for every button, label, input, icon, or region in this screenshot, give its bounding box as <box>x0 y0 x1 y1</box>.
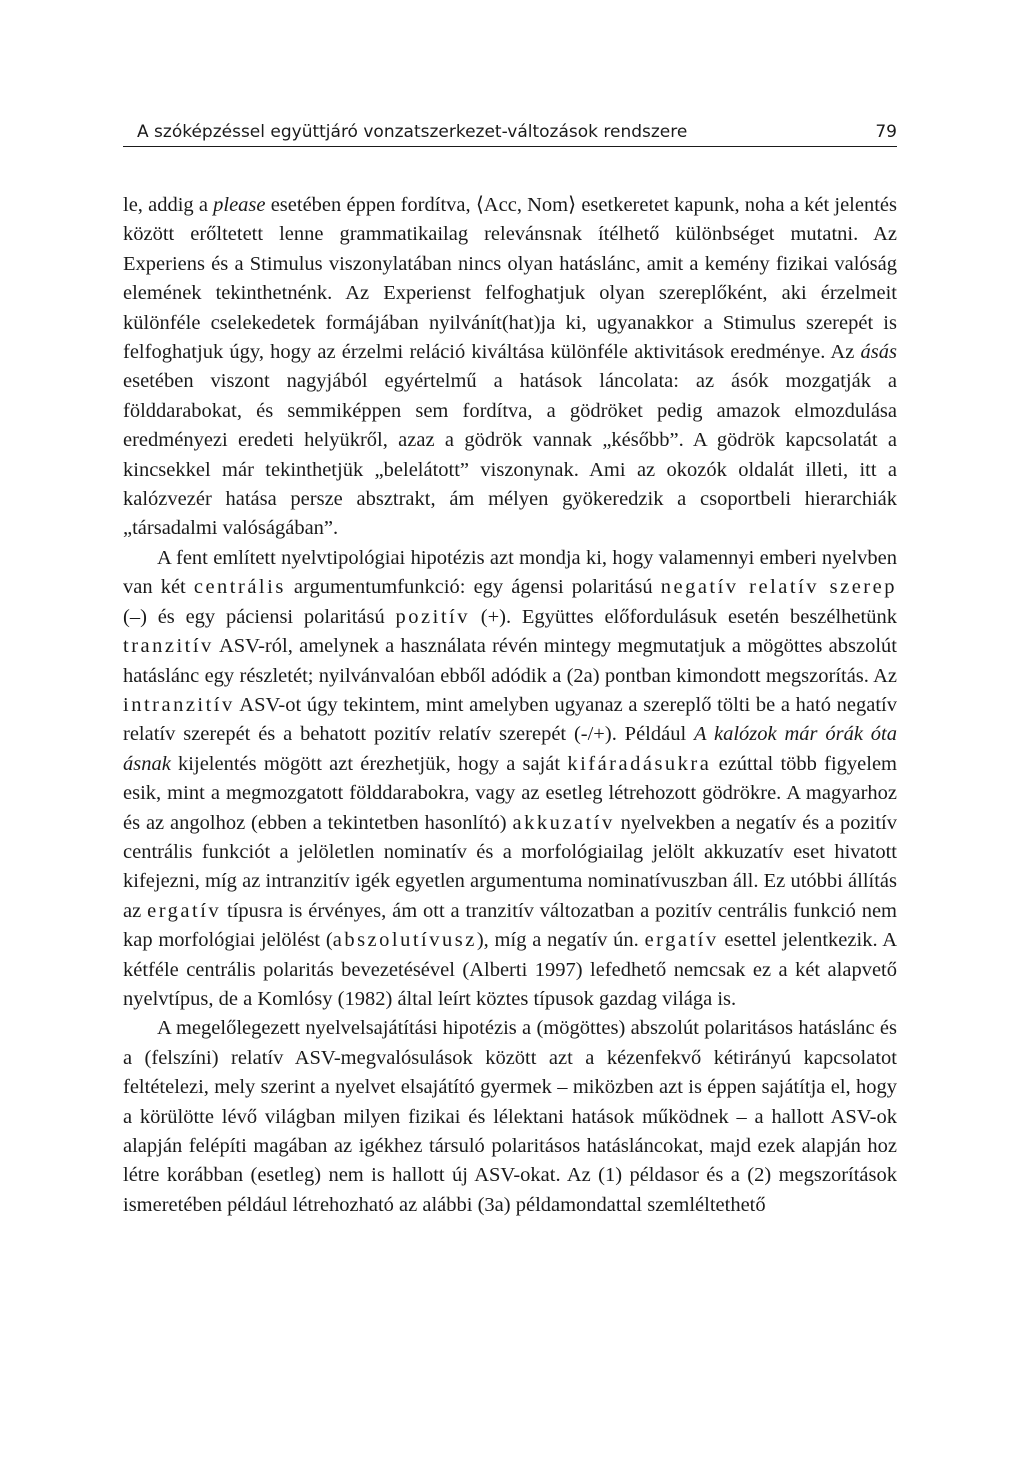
text-run: (–) és egy páciensi polaritású <box>123 605 396 628</box>
spaced-term: pozitív <box>395 605 470 628</box>
spaced-term: negatív relatív szerep <box>660 576 897 599</box>
text-run: ), míg a negatív ún. <box>476 929 645 952</box>
text-run: esettel jelentkezik. A kétféle centrális polaritás bevezetésével (Alberti 1997) lefedhető nemcsak ez a két alapvető nyelvtípus, de a Komlósy (1982) által leírt köztes típusok gazdag világa is. <box>123 929 898 1010</box>
running-title: A szóképzéssel együttjáró vonzatszerkezet-változások rendszere <box>137 122 688 142</box>
page-number: 79 <box>875 122 897 142</box>
text-run: A fent említett nyelvtipológiai hipotézis azt mondja ki, hogy valamennyi emberi nyelvben van két <box>123 546 897 599</box>
book-page <box>123 118 897 1220</box>
text-run: ASV-ról, amelynek a használata révén mintegy megmutatjuk a mögöttes abszolút hatáslánc egy részletét; nyilvánvalóan ebből adódik a (2a) pontban kimondott megszorítás. Az <box>123 635 897 687</box>
text-run: kijelentés mögött azt érezhetjük, hogy a saját <box>170 752 568 775</box>
text-run: ezúttal több figyelem esik, mint a megmozgatott földdarabokra, vagy az esetleg létrehozott gödrökre. A magyarhoz és az angolhoz (ebben a tekintetben hasonlító) <box>123 752 897 834</box>
text-run: ASV-ot úgy tekintem, mint amelyben ugyanaz a szereplő tölti be a ható negatív relatív szerepét és a behatott pozitív relatív szerepét (-/+). Például <box>123 693 897 746</box>
spaced-term: tranzitív <box>123 635 214 658</box>
italic-term: ásás <box>860 341 897 364</box>
text-run: esetében éppen fordítva, ⟨Acc, Nom⟩ esetkeretet kapunk, noha a két jelentés között erőltetett lenne grammatikailag relevánsnak ítélhető különbséget mutatni. Az Experiens és a Stimulus viszonylatában nincs olyan hatáslánc, amit a kemény fizikai valóság elemének tekinthetnénk. Az Experienst felfoghatjuk olyan szereplőként, aki érzelmeit különféle cselekedetek formájában nyilvánít(hat)ja ki, ugyanakkor a Stimulus szerepét is felfoghatjuk úgy, hogy az érzelmi reláció kiváltása különféle aktivitások eredménye. Az <box>123 194 897 364</box>
spaced-term: centrális <box>193 576 286 599</box>
text-run: típusra is érvényes, ám ott a tranzitív változatban a pozitív centrális funkció nem kap morfológiai jelölést ( <box>123 899 898 952</box>
text-run: le, addig a <box>123 194 214 216</box>
paragraph <box>123 544 897 1015</box>
text-run: argumentumfunkció: egy ágensi polaritású <box>285 576 661 599</box>
text-run: nyelvekben a negatív és a pozitív centrális funkciót a jelöletlen nominatív és a morfológiailag jelölt akkuzatív eset hivatott kifejezni, míg az intranzitív igék egyetlen argumentuma nominatívuszban áll. Ez utóbbi állítás az <box>123 811 897 922</box>
spaced-term: ergatív <box>147 899 222 922</box>
spaced-term: abszolutívusz <box>332 929 477 952</box>
text-run: esetében viszont nagyjából egyértelmű a hatások láncolata: az ásók mozgatják a földdarabokat, és semmiképpen sem fordítva, a gödröket pedig amazok elmozdulása eredményezi eredeti helyükről, azaz a gödrök vannak „később”. A gödrök kapcsolatát a kincsekkel már tekinthetjük „belelátott” viszonynak. Ami az okozók oldalát illeti, itt a kalózvezér hatása persze absztrakt, ám mélyen gyökeredzik a csoportbeli hierarchiák „társadalmi valóságában”. <box>123 370 897 540</box>
running-header <box>123 118 897 147</box>
italic-term: A kalózok már órák óta ásnak <box>123 723 897 775</box>
paragraph <box>123 191 897 544</box>
spaced-term: ergatív <box>644 929 719 952</box>
text-run: A megelőlegezett nyelvelsajátítási hipotézis a (mögöttes) abszolút polaritásos hatáslánc és a (felszíni) relatív ASV-megvalósulások között azt a kézenfekvő kétirányú kapcsolatot feltételezi, mely szerint a nyelvet elsajátító gyermek – miközben azt is éppen sajátítja el, hogy a körülötte lévő világban milyen fizikai és lélektani hatások működnek – a hallott ASV-ok alapján felépíti magában az igékhez társuló polaritásos hatásláncokat, majd ezek alapján hoz létre korábban (esetleg) nem is hallott új ASV-okat. Az (1) példasor és a (2) megszorítások ismeretében például létrehozható az alábbi (3a) példamondattal szemléltethető <box>123 1017 897 1216</box>
spaced-term: intranzitív <box>123 693 235 716</box>
paragraph <box>123 1014 897 1220</box>
text-run: (+). Együttes előfordulásuk esetén beszélhetünk <box>469 605 897 628</box>
body-text <box>123 191 897 1220</box>
italic-term: please <box>213 194 266 216</box>
spaced-term: kifáradásukra <box>567 752 712 775</box>
spaced-term: akkuzatív <box>512 811 615 834</box>
